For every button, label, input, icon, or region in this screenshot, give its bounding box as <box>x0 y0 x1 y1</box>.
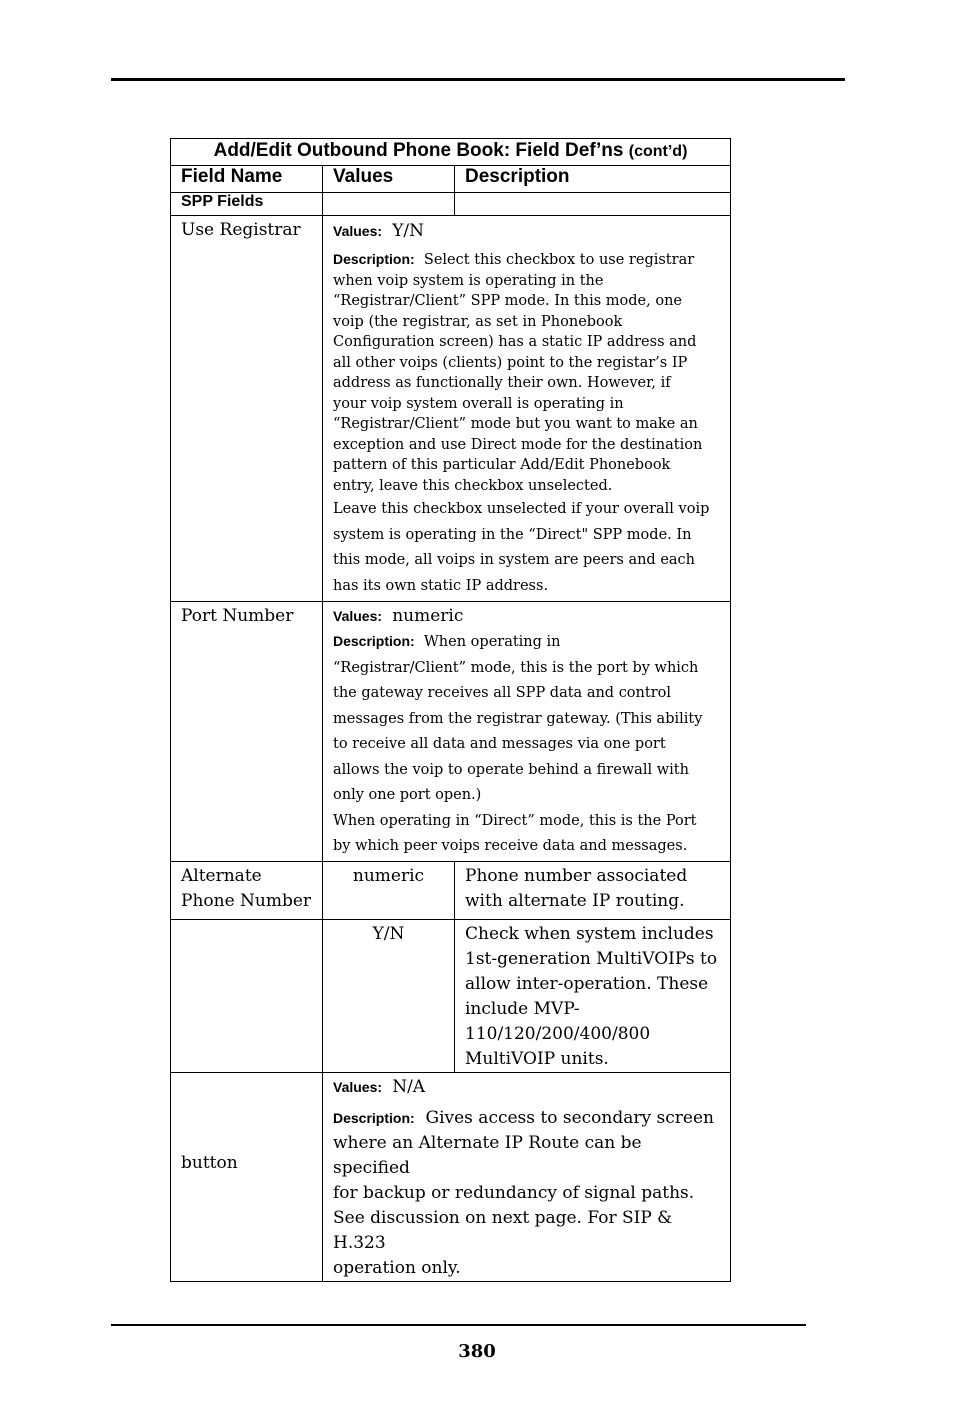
row-description-firstgen: Check when system includes 1st-generation MultiVOIPs to allow inter-operation. These include MVP- 110/120/200/400/800 MultiVOIP units. <box>455 920 731 1073</box>
table-row <box>171 216 731 602</box>
table-title-suffix: (cont’d) <box>628 143 688 160</box>
table-title <box>171 139 731 166</box>
note-text: Leave this checkbox unselected if your overall voip system is operating in the “Direct" SPP mode. In this mode, all voips in system are peers and each has its own static IP address. <box>333 501 710 594</box>
row-name-firstgen <box>171 920 323 1073</box>
table-title-text: Add/Edit Outbound Phone Book: Field Def’ns <box>213 140 624 161</box>
table-row <box>171 862 731 920</box>
row-value-firstgen: Y/N <box>323 920 455 1073</box>
header-rule <box>111 78 845 81</box>
header-field-name: Field Name <box>171 166 323 193</box>
values-label: Values: <box>333 1079 383 1095</box>
table-row <box>171 920 731 1073</box>
row-name-port-number: Port Number <box>171 602 323 862</box>
description-text: Description: Select this checkbox to use registrar when voip system is operating in the “Registrar/Client” SPP mode. In this mode, one voip (the registrar, as set in Phonebook Configuration screen) has a static IP address and all other voips (clients) point to the registar’s IP address as functionally their own. However, if your voip system overall is operating in “Registrar/Client” mode but you want to make an exception and use Direct mode for the destination pattern of this particular Add/Edit Phonebook entry, leave this checkbox unselected. <box>333 251 703 494</box>
page-number: 380 <box>458 1341 496 1362</box>
values-value: N/A <box>392 1077 426 1097</box>
description-text: Description: When operating in “Registrar/Client” mode, this is the port by which the gateway receives all SPP data and control messages from the registrar gateway. (This ability to receive all data and messages via one port allows the voip to operate behind a firewall with only one port open.) When operating in “Direct” mode, this is the Port by which peer voips receive data and messages. <box>333 633 703 854</box>
row-detail-use-registrar <box>323 216 731 602</box>
row-value-alternate-phone: numeric <box>323 862 455 920</box>
header-description: Description <box>455 166 731 193</box>
header-values: Values <box>323 166 455 193</box>
section-empty-description <box>455 193 731 216</box>
description-label: Description: <box>333 251 415 267</box>
table-row <box>171 602 731 862</box>
section-label: SPP Fields <box>171 193 323 216</box>
row-name-alternate-phone: Alternate Phone Number <box>171 862 323 920</box>
section-empty-values <box>323 193 455 216</box>
row-name-use-registrar: Use Registrar <box>171 216 323 602</box>
row-description-alternate-phone: Phone number associated with alternate IP routing. <box>455 862 731 920</box>
row-detail-port-number <box>323 602 731 862</box>
row-detail-button <box>323 1073 731 1282</box>
row-name-button: button <box>171 1073 323 1282</box>
values-label: Values: <box>333 608 383 624</box>
values-value: numeric <box>392 606 464 626</box>
description-text: Description: Gives access to secondary screen where an Alternate IP Route can be specified for backup or redundancy of signal paths. See discussion on next page. For SIP & H.323 operation only. <box>333 1108 714 1278</box>
values-value: Y/N <box>392 221 425 241</box>
footer-rule <box>111 1324 806 1326</box>
field-definitions-table <box>170 138 731 1282</box>
description-label: Description: <box>333 633 415 649</box>
description-label: Description: <box>333 1110 415 1126</box>
values-label: Values: <box>333 223 383 239</box>
table-row <box>171 1073 731 1282</box>
